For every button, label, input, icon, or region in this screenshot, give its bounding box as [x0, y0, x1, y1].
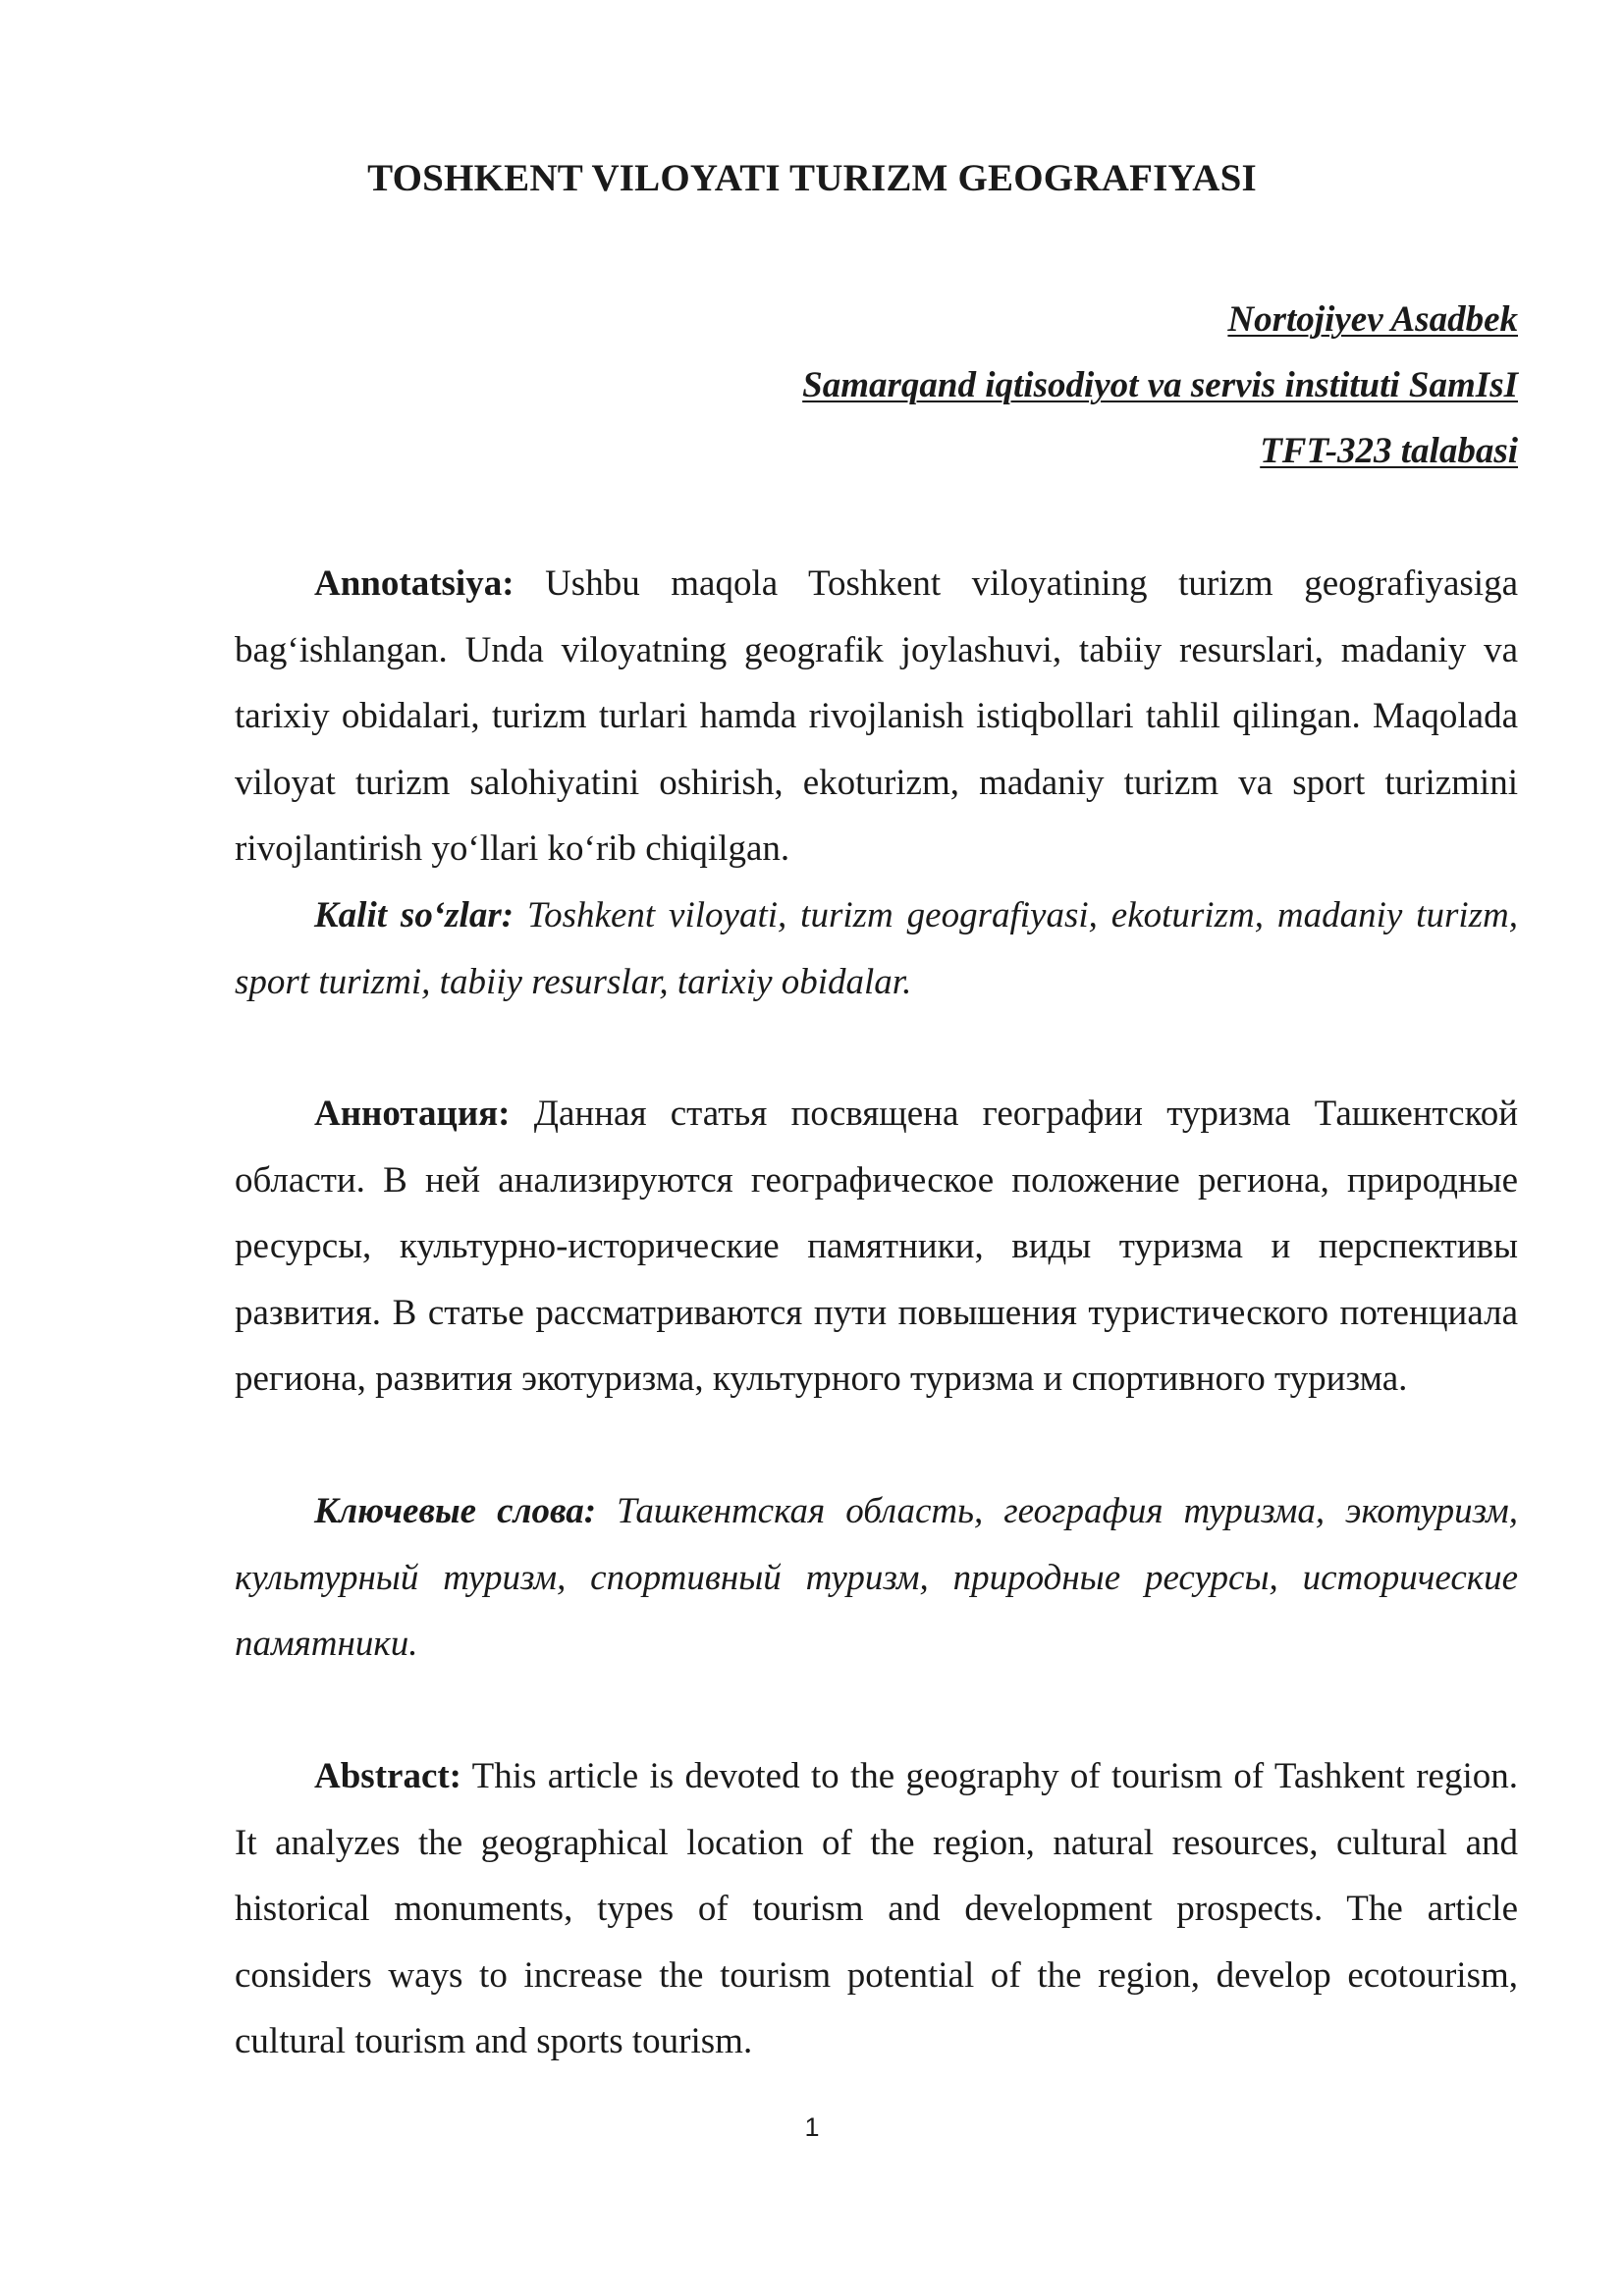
author-block — [802, 287, 1518, 484]
abstract-uz-label: Annotatsiya: — [314, 563, 514, 604]
keywords-uz — [235, 882, 1518, 1015]
author-name: Nortojiyev Asadbek — [1227, 299, 1518, 340]
keywords-ru-label: Ключевые слова: — [314, 1491, 597, 1531]
page-number: 1 — [804, 2112, 820, 2142]
keywords-ru — [235, 1478, 1518, 1678]
abstract-uz — [235, 551, 1518, 882]
abstract-en-label: Abstract: — [314, 1756, 462, 1796]
keywords-uz-text: Toshkent viloyati, turizm geografiyasi, ekoturizm, madaniy turizm, sport turizmi, tabiiy resurslar, tarixiy obidalar. — [235, 895, 1518, 1002]
keywords-ru-text: Ташкентская область, география туризма, экотуризм, культурный туризм, спортивный туризм, природные ресурсы, исторические памятники. — [235, 1491, 1518, 1664]
article-title: TOSHKENT VILOYATI TURIZM GEOGRAFIYASI — [367, 157, 1257, 199]
abstract-ru-text: Данная статья посвящена географии туризма Ташкентской области. В ней анализируются географическое положение региона, природные ресурсы, культурно-исторические памятники, виды туризма и перспективы развития. В статье рассматриваются пути повышения туристического потенциала региона, развития экотуризма, культурного туризма и спортивного туризма. — [235, 1094, 1518, 1399]
abstract-ru-label: Аннотация: — [314, 1094, 511, 1134]
abstract-ru — [235, 1081, 1518, 1413]
author-institution: Samarqand iqtisodiyot va servis instituti SamIsI — [802, 365, 1518, 405]
author-group: TFT-323 talabasi — [1260, 431, 1518, 471]
abstract-uz-text: Ushbu maqola Toshkent viloyatining turizm geografiyasiga bag‘ishlangan. Unda viloyatning geografik joylashuvi, tabiiy resurslari, madaniy va tarixiy obidalari, turizm turlari hamda rivojlanish istiqbollari tahlil qilingan. Maqolada viloyat turizm salohiyatini oshirish, ekoturizm, madaniy turizm va sport turizmini rivojlantirish yo‘llari ko‘rib chiqilgan. — [235, 563, 1518, 869]
keywords-uz-label: Kalit so‘zlar: — [314, 895, 514, 935]
abstract-en — [235, 1743, 1518, 2075]
abstract-en-text: This article is devoted to the geography of tourism of Tashkent region. It analyzes the geographical location of the region, natural resources, cultural and historical monuments, types of tourism and development prospects. The article considers ways to increase the tourism potential of the region, develop ecotourism, cultural tourism and sports tourism. — [235, 1756, 1518, 2061]
